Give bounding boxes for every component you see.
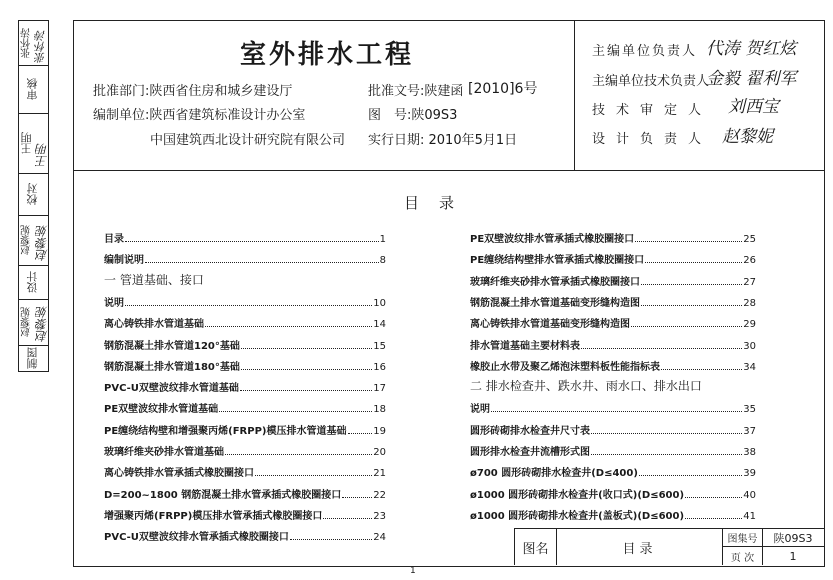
toc-leader-dots [290, 539, 372, 540]
page-title: 室外排水工程 [240, 40, 415, 70]
toc-entry[interactable] [470, 507, 756, 521]
toc-entry[interactable] [104, 422, 386, 436]
toc-entry[interactable] [104, 443, 386, 457]
responsibility-role: 主编单位负责人 [592, 44, 698, 59]
toc-entry-page: 16 [373, 362, 386, 373]
responsibility-role: 设计负责人 [592, 132, 713, 147]
toc-entry-title: PE缠绕结构壁排水管承插式橡胶圈接口 [470, 255, 645, 266]
toc-entry-title: PE缠绕结构壁和增强聚丙烯(FRPP)模压排水管道基础 [104, 426, 347, 437]
toc-entry-page: 37 [743, 426, 756, 437]
toc-entry-title: 编制说明 [104, 255, 144, 266]
toc-entry-title: PVC-U双壁波纹排水管道基础 [104, 383, 239, 394]
responsibility-signature: 金毅 翟利军 [706, 69, 797, 89]
toc-entry-page: 34 [743, 362, 756, 373]
toc-entry-page: 10 [373, 298, 386, 309]
strip-label: 审核 [26, 78, 39, 100]
toc-leader-dots [639, 475, 742, 476]
toc-entry-page: 15 [373, 341, 386, 352]
toc-leader-dots [641, 305, 742, 306]
strip-cell-1 [19, 21, 48, 66]
toc-entry-page: 30 [743, 341, 756, 352]
strip-label: 校对 [26, 183, 39, 205]
toc-leader-dots [635, 241, 742, 242]
toc-entry-page: 38 [743, 447, 756, 458]
strip-cell-5 [19, 215, 48, 266]
toc-entry[interactable] [470, 251, 756, 265]
toc-entry[interactable] [470, 294, 756, 308]
toc-entry-title: 说明 [104, 298, 124, 309]
toc-entry[interactable] [470, 443, 756, 457]
toc-entry-title: 玻璃纤维夹砂排水管承插式橡胶圈接口 [470, 277, 640, 288]
toc-entry-title: 离心铸铁排水管道基础 [104, 319, 204, 330]
toc-entry-page: 8 [379, 255, 386, 266]
toc-leader-dots [219, 411, 372, 412]
toc-entry-title: 说明 [470, 404, 490, 415]
toc-leader-dots [491, 411, 742, 412]
toc-leader-dots [581, 348, 742, 349]
toc-section-heading: 一 管道基础、接口 [104, 273, 204, 287]
toc-leader-dots [205, 326, 372, 327]
left-signature-strip [18, 20, 49, 372]
toc-leader-dots [348, 433, 373, 434]
toc-leader-dots [591, 454, 742, 455]
page-label: 页 次 [730, 552, 755, 564]
toc-entry-title: 离心铸铁排水管道基础变形缝构造图 [470, 319, 630, 330]
strip-cell-2 [19, 65, 48, 114]
toc-entry-title: 排水管道基础主要材料表 [470, 341, 580, 352]
toc-entry-title: 玻璃纤维夹砂排水管道基础 [104, 447, 224, 458]
toc-entry-title: 钢筋混凝土排水管道基础变形缝构造图 [470, 298, 640, 309]
toc-entry[interactable] [470, 337, 756, 351]
toc-entry[interactable] [104, 315, 386, 329]
toc-entry[interactable] [104, 464, 386, 478]
toc-entry-page: 22 [373, 490, 386, 501]
strip-cell-3 [19, 113, 48, 174]
toc-leader-dots [125, 305, 372, 306]
toc-entry-page: 21 [373, 468, 386, 479]
toc-entry-page: 19 [373, 426, 386, 437]
header-bottom-line [73, 170, 824, 171]
toc-entry[interactable] [470, 400, 756, 414]
responsibility-role: 主编单位技术负责人 [592, 74, 710, 89]
strip-label: 赵黎妮 [21, 307, 33, 337]
toc-entry-page: 23 [373, 511, 386, 522]
toc-leader-dots [641, 284, 742, 285]
toc-leader-dots [145, 262, 379, 263]
approval-doc-number: [2010]6号 [468, 81, 538, 97]
toc-entry-page: 35 [743, 404, 756, 415]
toc-entry[interactable] [104, 358, 386, 372]
page-number: 1 [789, 549, 797, 563]
toc-entry[interactable] [470, 486, 756, 500]
toc-section-heading: 二 排水检查井、跌水井、雨水口、排水出口 [470, 379, 702, 393]
drawing-name: 目录 [622, 541, 657, 557]
toc-entry-title: 钢筋混凝土排水管道180°基础 [104, 362, 240, 373]
toc-entry-page: 27 [743, 277, 756, 288]
toc-entry-page: 18 [373, 404, 386, 415]
toc-entry-title: 橡胶止水带及聚乙烯泡沫塑料板性能指标表 [470, 362, 660, 373]
toc-entry-page: 39 [743, 468, 756, 479]
toc-entry-title: D=200~1800 钢筋混凝土排水管承插式橡胶圈接口 [104, 490, 342, 501]
responsibility-signature: 代涛 贺红炫 [706, 39, 797, 59]
responsibility-role: 技术审定人 [592, 103, 713, 118]
institute-name: 中国建筑西北设计研究院有限公司 [150, 133, 346, 148]
toc-leader-dots [342, 497, 372, 498]
toc-entry-page: 26 [743, 255, 756, 266]
toc-leader-dots [225, 454, 372, 455]
strip-label: 赵黎妮 [21, 225, 33, 255]
toc-entry-page: 1 [379, 234, 386, 245]
strip-signature: 张怀涛 [34, 30, 47, 63]
strip-label: 张怀涛 [21, 28, 33, 58]
toc-entry-page: 17 [373, 383, 386, 394]
approval-department: 批准部门:陕西省住房和城乡建设厅 [93, 84, 293, 99]
toc-entry-page: 41 [743, 511, 756, 522]
toc-entry-title: ø1000 圆形砖砌排水检查井(收口式)(D≤600) [470, 490, 685, 501]
toc-entry-page: 20 [373, 447, 386, 458]
toc-entry-page: 24 [373, 532, 386, 543]
toc-leader-dots [255, 475, 372, 476]
toc-entry-page: 28 [743, 298, 756, 309]
strip-cell-8 [19, 345, 48, 371]
toc-entry-title: 目录 [104, 234, 124, 245]
toc-leader-dots [645, 262, 742, 263]
atlas-number: 图 号:陕09S3 [368, 108, 458, 123]
toc-leader-dots [685, 497, 742, 498]
toc-entry[interactable] [470, 315, 756, 329]
toc-title: 目录 [404, 194, 475, 212]
toc-leader-dots [631, 326, 742, 327]
toc-leader-dots [591, 433, 742, 434]
toc-leader-dots [241, 369, 372, 370]
toc-entry-title: 圆形砖砌排水检查井尺寸表 [470, 426, 590, 437]
toc-entry-title: 圆形排水检查井流槽形式图 [470, 447, 590, 458]
toc-entry[interactable] [470, 422, 756, 436]
header-divider [574, 20, 575, 170]
toc-leader-dots [323, 518, 372, 519]
toc-entry-title: PE双壁波纹排水管承插式橡胶圈接口 [470, 234, 635, 245]
toc-entry-page: 25 [743, 234, 756, 245]
toc-leader-dots [241, 348, 372, 349]
toc-entry-title: 离心铸铁排水管承插式橡胶圈接口 [104, 468, 254, 479]
strip-label: 王明 [20, 132, 33, 154]
toc-entry[interactable] [104, 337, 386, 351]
toc-entry[interactable] [104, 230, 386, 244]
responsibility-signature: 刘西宝 [728, 97, 779, 117]
toc-entry[interactable] [104, 400, 386, 414]
toc-entry-title: ø700 圆形砖砌排水检查井(D≤400) [470, 468, 638, 479]
toc-leader-dots [240, 390, 372, 391]
toc-entry[interactable] [104, 486, 386, 500]
toc-entry[interactable] [104, 294, 386, 308]
toc-entry-page: 14 [373, 319, 386, 330]
toc-entry[interactable] [470, 358, 756, 372]
toc-entry[interactable] [470, 230, 756, 244]
toc-entry-title: PE双壁波纹排水管道基础 [104, 404, 219, 415]
strip-cell-6 [19, 265, 48, 300]
toc-entry-title: 增强聚丙烯(FRPP)模压排水管承插式橡胶圈接口 [104, 511, 323, 522]
strip-signature: 赵黎妮 [35, 225, 49, 261]
drawing-name-label: 图名 [522, 541, 549, 557]
strip-signature: 王明 [35, 143, 49, 167]
responsibility-signature: 赵黎妮 [722, 127, 773, 147]
toc-entry[interactable] [470, 464, 756, 478]
atlas-no: 陕09S3 [773, 531, 813, 545]
toc-entry[interactable] [470, 273, 756, 287]
strip-label: 制图 [26, 347, 39, 369]
toc-leader-dots [685, 518, 742, 519]
footer-page-number: 1 [410, 566, 416, 576]
compile-unit: 编制单位:陕西省建筑标准设计办公室 [93, 108, 306, 123]
toc-entry-page: 29 [743, 319, 756, 330]
toc-entry[interactable] [104, 528, 386, 542]
strip-cell-4 [19, 173, 48, 216]
effective-date: 实行日期: 2010年5月1日 [368, 133, 518, 148]
toc-leader-dots [661, 369, 742, 370]
strip-signature: 赵黎妮 [35, 306, 49, 342]
toc-entry[interactable] [104, 251, 386, 265]
toc-entry-title: 钢筋混凝土排水管道120°基础 [104, 341, 240, 352]
toc-entry[interactable] [104, 379, 386, 393]
strip-label: 设计 [26, 271, 39, 293]
strip-cell-7 [19, 299, 48, 346]
toc-entry-title: ø1000 圆形砖砌排水检查井(盖板式)(D≤600) [470, 511, 685, 522]
toc-entry-page: 40 [743, 490, 756, 501]
toc-entry-title: PVC-U双壁波纹排水管承插式橡胶圈接口 [104, 532, 289, 543]
approval-doc-label: 批准文号:陕建函 [368, 84, 464, 99]
atlas-no-label: 图集号 [727, 534, 758, 545]
toc-leader-dots [125, 241, 379, 242]
toc-entry[interactable] [104, 507, 386, 521]
